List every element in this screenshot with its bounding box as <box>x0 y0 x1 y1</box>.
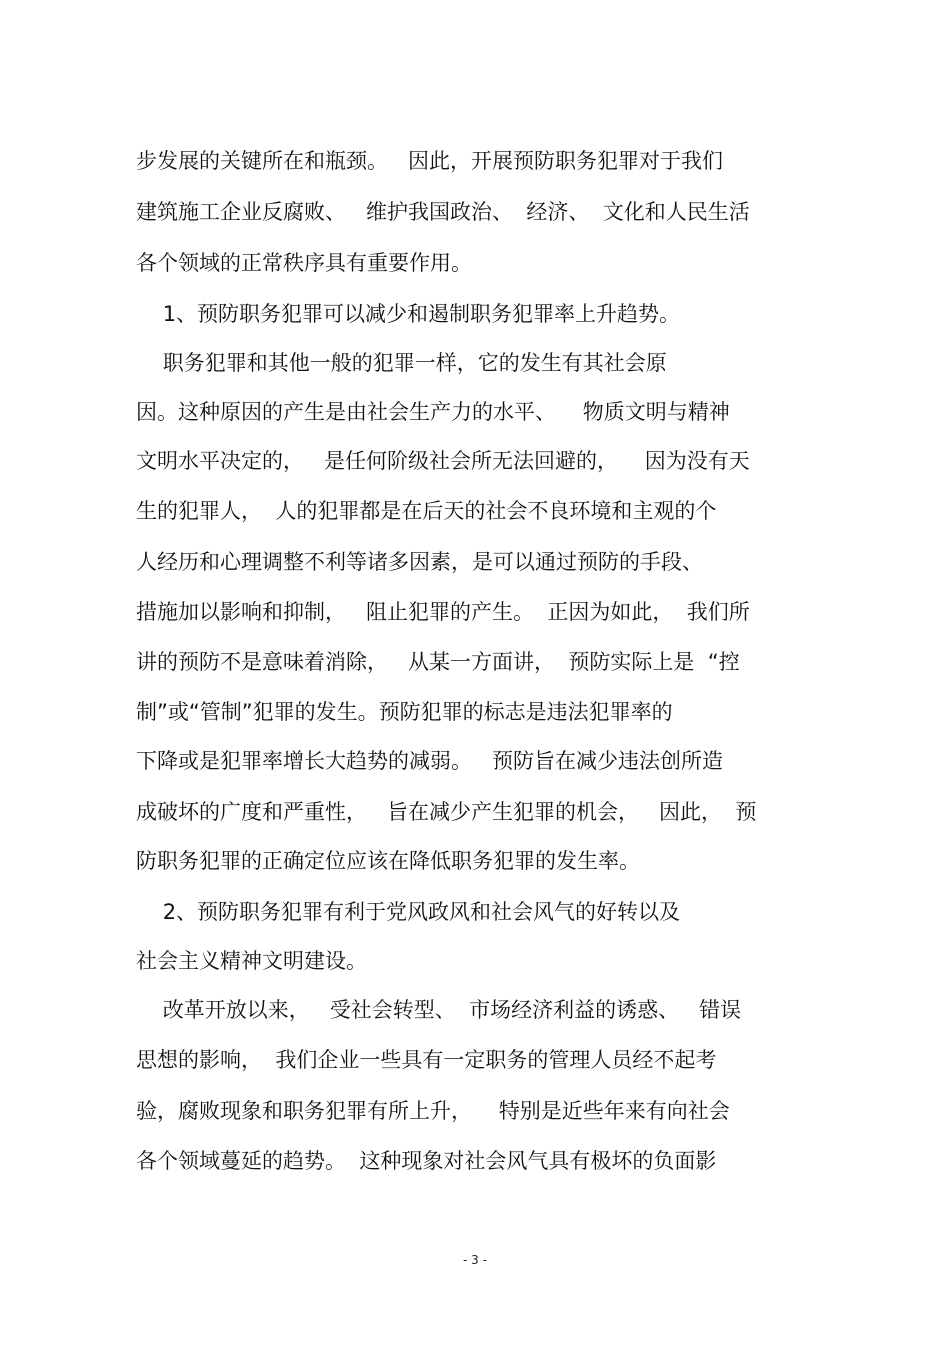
text-line: 防职务犯罪的正确定位应该在降低职务犯罪的发生率。 <box>136 849 640 873</box>
text-line: 讲的预防不是意味着消除， 从某一方面讲， 预防实际上是 “控 <box>136 650 740 674</box>
text-line: 因。这种原因的产生是由社会生产力的水平、 物质文明与精神 <box>136 400 730 424</box>
text-line: 措施加以影响和抑制， 阻止犯罪的产生。 正因为如此， 我们所 <box>136 600 750 624</box>
text-line: 思想的影响， 我们企业一些具有一定职务的管理人员经不起考 <box>136 1048 717 1072</box>
text-line: 验，腐败现象和职务犯罪有所上升， 特别是近些年来有向社会 <box>136 1099 730 1123</box>
text-line: 文明水平决定的， 是任何阶级社会所无法回避的， 因为没有天 <box>136 449 750 473</box>
text-line: 人经历和心理调整不利等诸多因素，是可以通过预防的手段、 <box>136 550 703 574</box>
text-line: 1、预防职务犯罪可以减少和遏制职务犯罪率上升趋势。 <box>136 302 681 326</box>
text-line: 社会主义精神文明建设。 <box>136 949 367 973</box>
text-line: 各个领域的正常秩序具有重要作用。 <box>136 251 472 275</box>
text-line: 下降或是犯罪率增长大趋势的减弱。 预防旨在减少违法创所造 <box>136 749 724 773</box>
text-line: 步发展的关键所在和瓶颈。 因此，开展预防职务犯罪对于我们 <box>136 149 724 173</box>
text-line: 制”或“管制”犯罪的发生。预防犯罪的标志是违法犯罪率的 <box>136 700 673 724</box>
text-line: 职务犯罪和其他一般的犯罪一样，它的发生有其社会原 <box>136 351 667 375</box>
text-line: 2、预防职务犯罪有利于党风政风和社会风气的好转以及 <box>136 900 681 924</box>
page-number: - 3 - <box>463 1253 487 1267</box>
text-line: 改革开放以来， 受社会转型、 市场经济利益的诱惑、 错误 <box>136 998 742 1022</box>
text-line: 建筑施工企业反腐败、 维护我国政治、 经济、 文化和人民生活 <box>136 200 750 224</box>
text-line: 各个领域蔓延的趋势。 这种现象对社会风气具有极坏的负面影 <box>136 1149 717 1173</box>
text-line: 成破坏的广度和严重性， 旨在减少产生犯罪的机会， 因此， 预 <box>136 800 757 824</box>
text-line: 生的犯罪人， 人的犯罪都是在后天的社会不良环境和主观的个 <box>136 499 717 523</box>
